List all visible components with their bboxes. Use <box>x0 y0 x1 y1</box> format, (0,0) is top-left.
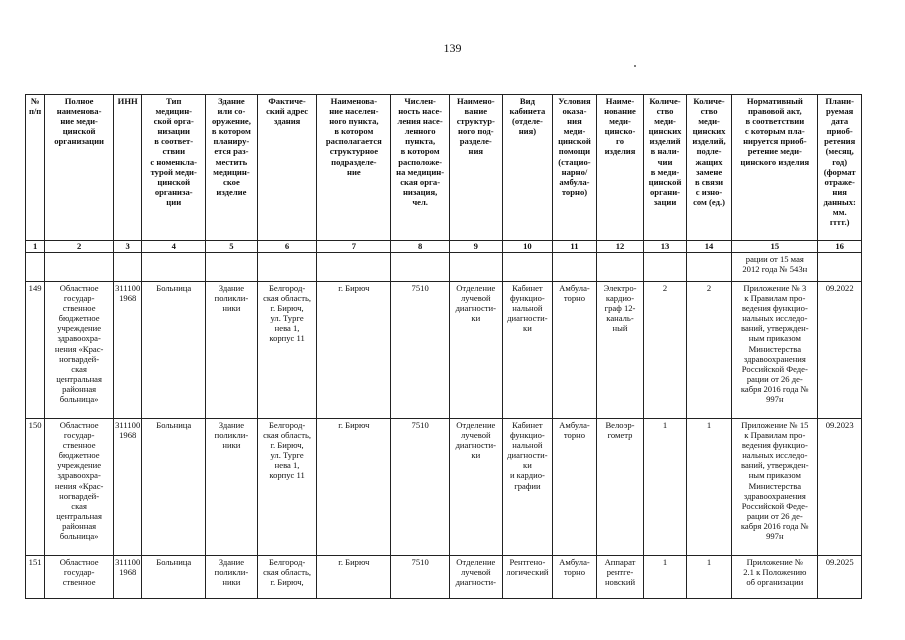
col-header-conditions: Условия оказа- ния меди- цинской помощи (стацио- нарно/ амбула- торно) <box>553 95 597 241</box>
cell-cabinet: Рентгено- логический <box>502 556 553 599</box>
cell-device: Аппарат рентге- новский <box>596 556 644 599</box>
cell-building: Здание поликли- ники <box>206 282 258 419</box>
cell-population: 7510 <box>391 556 450 599</box>
cell-org-type: Больница <box>142 556 206 599</box>
cell-inn: 311100 1968 <box>114 419 142 556</box>
col-header-building: Здание или со- оружение, в котором планиру- ется раз- местить медицин- ское изделие <box>206 95 258 241</box>
cell-org-name: Областное государ- ственное <box>45 556 114 599</box>
col-number: 4 <box>142 241 206 253</box>
cell-device: Велоэр- гометр <box>596 419 644 556</box>
table-row <box>26 556 862 599</box>
col-header-settlement: Наименова- ние населен- ного пункта, в котором располагается структурное подразделе- ние <box>317 95 391 241</box>
col-header-address: Фактиче- ский адрес здания <box>257 95 317 241</box>
cell-qty-available: 1 <box>644 419 687 556</box>
col-header-org-name: Полное наименова- ние меди- цинской организации <box>45 95 114 241</box>
column-number-row <box>26 241 862 253</box>
cell-legal-act: Приложение № 15 к Правилам про- ведения функцио- нальных исследо- ваний, утвержден- ным приказом Министерства здравоохранения Российской Феде- рации от 26 де- кабря 2016 года № 997н <box>732 419 818 556</box>
col-header-org-type: Тип медицин- ской орга- низации в соответ- ствии с номенкла- турой меди- цинской организа- ции <box>142 95 206 241</box>
cell-building: Здание поликли- ники <box>206 556 258 599</box>
cell-cabinet: Кабинет функцио- нальной диагности- ки <box>502 282 553 419</box>
col-number: 11 <box>553 241 597 253</box>
col-header-qty-replace: Количе- ство меди- цинских изделий, подле- жащих замене в связи с изно- сом (ед.) <box>686 95 732 241</box>
col-number: 16 <box>818 241 862 253</box>
medical-equipment-table <box>25 94 862 599</box>
col-number: 10 <box>502 241 553 253</box>
col-header-population: Числен- ность насе- ления насе- ленного пункта, в котором расположе- на медицин- ская орга- низация, чел. <box>391 95 450 241</box>
cell-settlement: г. Бирюч <box>317 419 391 556</box>
cell-qty-available: 1 <box>644 556 687 599</box>
col-header-date: Плани- руемая дата приоб- ретения (месяц, год) (формат отраже- ния данных: мм. гггг.) <box>818 95 862 241</box>
cell-org-name: Областное государ- ственное бюджетное учреждение здравоохра- нения «Крас- ногвардей- ская центральная районная больница» <box>45 419 114 556</box>
cell-qty-replace: 1 <box>686 556 732 599</box>
cell-date: 09.2023 <box>818 419 862 556</box>
cell-address: Белгород- ская область, г. Бирюч, ул. Турге нева 1, корпус 11 <box>257 419 317 556</box>
cell-legal-act: Приложение № 2.1 к Положению об организации <box>732 556 818 599</box>
cell-subdivision: Отделение лучевой диагности- ки <box>449 282 502 419</box>
cell-conditions: Амбула- торно <box>553 556 597 599</box>
col-header-legal-act: Нормативный правовой акт, в соответствии с которым пла- нируется приоб- ретение меди- цинского изделия <box>732 95 818 241</box>
cell-qty-replace: 2 <box>686 282 732 419</box>
col-header-subdivision: Наимено- вание структур- ного под- разделе- ния <box>449 95 502 241</box>
table-row <box>26 282 862 419</box>
cell-qty-replace: 1 <box>686 419 732 556</box>
cell-settlement: г. Бирюч <box>317 282 391 419</box>
col-number: 7 <box>317 241 391 253</box>
header-row <box>26 95 862 241</box>
scan-speck <box>634 65 636 67</box>
cell-legal-act: Приложение № 3 к Правилам про- ведения функцио- нальных исследо- ваний, утвержден- ным приказом Министерства здравоохранения Российской Феде- рации от 26 де- кабря 2016 года № 997н <box>732 282 818 419</box>
cell-num: 149 <box>26 282 45 419</box>
cell-population: 7510 <box>391 419 450 556</box>
col-header-inn: ИНН <box>114 95 142 241</box>
col-header-num: № п/п <box>26 95 45 241</box>
cell-date: 09.2025 <box>818 556 862 599</box>
page-number: 139 <box>443 41 462 55</box>
cell-population: 7510 <box>391 282 450 419</box>
cell-date: 09.2022 <box>818 282 862 419</box>
col-number: 6 <box>257 241 317 253</box>
continuation-row <box>26 253 862 282</box>
cell-address: Белгород- ская область, г. Бирюч, ул. Турге нева 1, корпус 11 <box>257 282 317 419</box>
col-number: 13 <box>644 241 687 253</box>
col-number: 9 <box>449 241 502 253</box>
cell-org-type: Больница <box>142 419 206 556</box>
col-number: 3 <box>114 241 142 253</box>
col-header-device: Наиме- нование меди- цинско- го изделия <box>596 95 644 241</box>
cell-qty-available: 2 <box>644 282 687 419</box>
col-number: 8 <box>391 241 450 253</box>
table-row <box>26 419 862 556</box>
cell-cabinet: Кабинет функцио- нальной диагности- ки и кардио- графии <box>502 419 553 556</box>
col-header-qty-available: Количе- ство меди- цинских изделий в нали- чии в меди- цинской органи- зации <box>644 95 687 241</box>
cell-device: Электро- кардио- граф 12- каналь- ный <box>596 282 644 419</box>
cell-inn: 311100 1968 <box>114 556 142 599</box>
col-number: 15 <box>732 241 818 253</box>
cell-org-type: Больница <box>142 282 206 419</box>
col-number: 2 <box>45 241 114 253</box>
cell-subdivision: Отделение лучевой диагности- ки <box>449 419 502 556</box>
cell-address: Белгород- ская область, г. Бирюч, <box>257 556 317 599</box>
col-number: 12 <box>596 241 644 253</box>
cell-org-name: Областное государ- ственное бюджетное учреждение здравоохра- нения «Крас- ногвардей- ская центральная районная больница» <box>45 282 114 419</box>
col-header-cabinet: Вид кабинета (отделе- ния) <box>502 95 553 241</box>
col-number: 14 <box>686 241 732 253</box>
cell-inn: 311100 1968 <box>114 282 142 419</box>
cell-num: 151 <box>26 556 45 599</box>
cell-conditions: Амбула- торно <box>553 282 597 419</box>
col-number: 5 <box>206 241 258 253</box>
col-number: 1 <box>26 241 45 253</box>
continuation-legal-act: рации от 15 мая 2012 года № 543н <box>732 253 818 282</box>
cell-building: Здание поликли- ники <box>206 419 258 556</box>
cell-num: 150 <box>26 419 45 556</box>
cell-conditions: Амбула- торно <box>553 419 597 556</box>
cell-settlement: г. Бирюч <box>317 556 391 599</box>
cell-subdivision: Отделение лучевой диагности- <box>449 556 502 599</box>
